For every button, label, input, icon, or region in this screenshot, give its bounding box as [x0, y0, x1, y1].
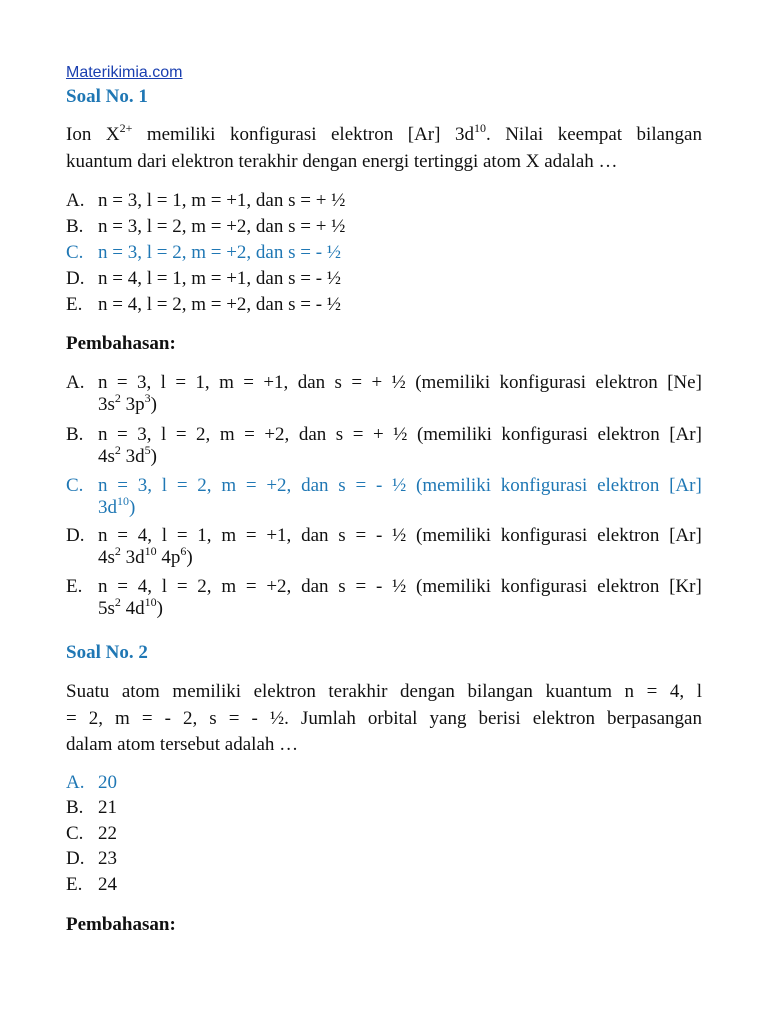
word: elektron: [597, 576, 660, 597]
word: ½: [393, 424, 408, 445]
word: dan: [297, 372, 326, 393]
word: m: [221, 576, 237, 597]
word: s: [334, 372, 342, 393]
word: n: [98, 475, 108, 496]
word: konfigurasi: [500, 576, 588, 597]
word: s: [338, 576, 346, 597]
soal-1-explanation-c-correct: C. n = 3, l = 2, m = +2, dan s = - ½ (memiliki konfigurasi elektron [Ar] $3d^{10}$): [66, 475, 702, 518]
word: =: [355, 475, 367, 496]
word: 2,: [197, 576, 212, 597]
word: dan: [301, 525, 329, 546]
word: =: [245, 576, 257, 597]
word: +: [372, 424, 384, 445]
word: +1,: [263, 372, 289, 393]
word: =: [117, 475, 128, 496]
word: 3,: [137, 372, 152, 393]
soal-1-option-e: E. n = 4, l = 2, m = +2, dan s = - ½: [66, 294, 342, 315]
word: l: [160, 372, 166, 393]
word: l: [161, 576, 168, 597]
word: (memiliki: [416, 525, 491, 546]
soal-2-option-d: D. 23: [66, 848, 117, 869]
soal-2-option-a-correct: A. 20: [66, 772, 117, 793]
word: =: [355, 576, 367, 597]
word: ½: [392, 475, 407, 496]
word: 3,: [137, 424, 152, 445]
soal-2-question: [66, 679, 702, 759]
word: dan: [301, 576, 329, 597]
word: n: [98, 525, 108, 546]
word: 2,: [197, 475, 212, 496]
word: +2,: [266, 475, 292, 496]
word: (memiliki: [415, 372, 491, 393]
word: ½: [391, 372, 406, 393]
word: =: [117, 424, 128, 445]
word: m: [219, 424, 235, 445]
word: =: [355, 525, 367, 546]
soal-2-question-line-1: Suatu atom memiliki elektron terakhir dengan bilangan kuantum n = 4, l: [66, 681, 702, 702]
soal-1-explanation-e: E. n = 4, l = 2, m = +2, dan s = - ½ (memiliki konfigurasi elektron [Kr] $5s^2$ $4d^{10}$): [66, 576, 702, 619]
site-link[interactable]: Materikimia.com: [66, 64, 183, 81]
word: elektron: [597, 424, 660, 445]
soal-1-question-line-2: kuantum dari elektron terakhir dengan energi tertinggi atom X adalah …: [66, 150, 618, 172]
word: ½: [392, 576, 407, 597]
word: [Ne]: [667, 372, 702, 393]
word: =: [351, 372, 363, 393]
word: l: [161, 424, 167, 445]
soal-2-question-line-3: dalam atom tersebut adalah …: [66, 734, 299, 755]
soal-2-option-c: C. 22: [66, 823, 117, 844]
soal-1-explanation-a: A. n = 3, l = 1, m = +1, dan s = + ½ (memiliki konfigurasi elektron [Ne] $3s^2$ $3p^3$): [66, 372, 702, 415]
word: l: [161, 525, 168, 546]
word: m: [221, 475, 237, 496]
word: =: [175, 372, 187, 393]
word: 4,: [137, 525, 152, 546]
word: =: [117, 576, 128, 597]
word: l: [161, 475, 168, 496]
word: (memiliki: [416, 424, 492, 445]
soal-1-pembahasan-heading: Pembahasan:: [66, 333, 176, 354]
word: -: [375, 576, 383, 597]
soal-2-option-b: B. 21: [66, 797, 117, 818]
soal-1-option-b: B. n = 3, l = 2, m = +2, dan s = + ½: [66, 216, 346, 237]
soal-2-pembahasan-heading: Pembahasan:: [66, 914, 176, 935]
word: =: [243, 372, 254, 393]
soal-1-question: [66, 122, 702, 175]
soal-1-option-d: D. n = 4, l = 1, m = +1, dan s = - ½: [66, 268, 342, 289]
word: =: [175, 424, 187, 445]
word: 3,: [137, 475, 152, 496]
word: =: [176, 475, 188, 496]
soal-1-option-c-correct: C. n = 3, l = 2, m = +2, dan s = - ½: [66, 242, 342, 263]
word: s: [338, 525, 346, 546]
word: s: [338, 475, 346, 496]
soal-2-heading: Soal No. 2: [66, 642, 148, 663]
word: +1,: [266, 525, 292, 546]
word: 1,: [195, 372, 210, 393]
word: =: [244, 424, 255, 445]
word: -: [375, 475, 383, 496]
word: (memiliki: [416, 475, 491, 496]
soal-2-option-e: E. 24: [66, 874, 117, 895]
word: [Ar]: [669, 475, 702, 496]
word: +2,: [264, 424, 290, 445]
word: =: [176, 525, 188, 546]
word: 1,: [197, 525, 212, 546]
soal-1-explanation-b: B. n = 3, l = 2, m = +2, dan s = + ½ (memiliki konfigurasi elektron [Ar] $4s^2$ $3d^5$): [66, 424, 702, 467]
word: =: [116, 372, 128, 393]
word: n: [98, 424, 108, 445]
word: konfigurasi: [500, 525, 588, 546]
word: dan: [298, 424, 327, 445]
word: [Kr]: [669, 576, 702, 597]
soal-1-explanation-d: D. n = 4, l = 1, m = +1, dan s = - ½ (memiliki konfigurasi elektron [Ar] $4s^2$ $3d^{10}$ $4p^6$): [66, 525, 702, 568]
word: 4,: [137, 576, 152, 597]
word: =: [117, 525, 128, 546]
word: +: [371, 372, 383, 393]
word: +2,: [266, 576, 292, 597]
soal-1-heading: Soal No. 1: [66, 86, 148, 107]
word: konfigurasi: [499, 372, 587, 393]
word: konfigurasi: [500, 475, 588, 496]
word: =: [176, 576, 188, 597]
soal-1-question-line-1: Ion $X^{2+}$ memiliki konfigurasi elektron [Ar] $3d^{10}$. Nilai keempat bilangan: [66, 120, 702, 145]
word: 2,: [196, 424, 211, 445]
word: konfigurasi: [501, 424, 588, 445]
word: [Ar]: [669, 525, 702, 546]
word: n: [98, 372, 108, 393]
word: n: [98, 576, 108, 597]
word: =: [245, 525, 257, 546]
word: elektron: [597, 525, 660, 546]
word: =: [245, 475, 257, 496]
word: elektron: [595, 372, 658, 393]
word: s: [335, 424, 344, 445]
soal-2-question-line-2: = 2, m = - 2, s = - ½. Jumlah orbital yang berisi elektron berpasangan: [66, 707, 702, 729]
word: ½: [392, 525, 407, 546]
word: (memiliki: [416, 576, 491, 597]
word: -: [375, 525, 383, 546]
word: [Ar]: [669, 424, 702, 445]
word: dan: [301, 475, 329, 496]
word: =: [352, 424, 364, 445]
word: m: [219, 372, 234, 393]
word: elektron: [597, 475, 660, 496]
soal-1-option-a: A. n = 3, l = 1, m = +1, dan s = + ½: [66, 190, 346, 211]
word: m: [221, 525, 237, 546]
